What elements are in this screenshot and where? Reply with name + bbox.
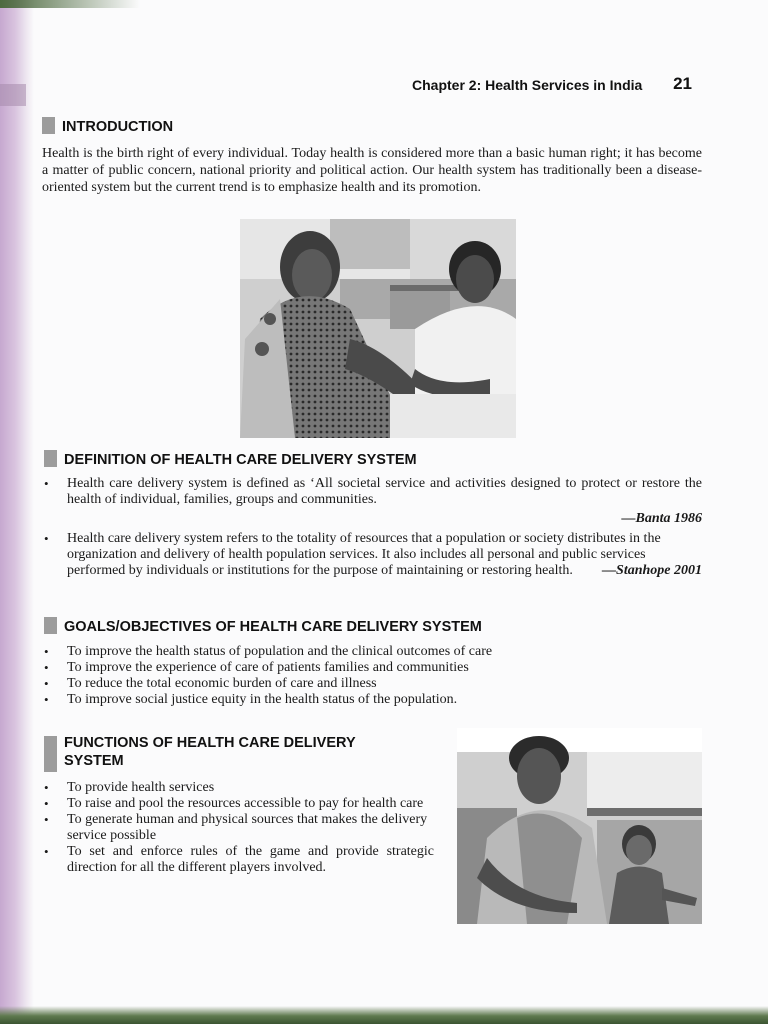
- definition-section: [44, 450, 702, 579]
- goals-list: [44, 644, 702, 708]
- functions-list: [44, 780, 434, 876]
- goal-item: • To improve the health status of population and the clinical outcomes of care: [44, 644, 702, 660]
- function-item: • To generate human and physical sources that makes the delivery service possible: [44, 812, 434, 844]
- heading-marker-icon: [44, 736, 57, 772]
- photo-patient-with-nurse: [240, 219, 516, 438]
- page-binding-shadow: [0, 0, 34, 1024]
- heading-marker-icon: [42, 117, 55, 134]
- background-surface: [0, 0, 140, 8]
- photo-mother-and-child: [457, 728, 702, 924]
- definition-list: [44, 476, 702, 579]
- function-item: • To raise and pool the resources accessible to pay for health care: [44, 796, 434, 812]
- chapter-title: Chapter 2: Health Services in India: [412, 77, 643, 93]
- heading-marker-icon: [44, 450, 57, 467]
- running-header: [412, 74, 702, 96]
- functions-section: [44, 734, 436, 876]
- section-heading-functions: FUNCTIONS OF HEALTH CARE DELIVERY SYSTEM: [44, 734, 436, 772]
- citation: —Stanhope 2001: [602, 563, 702, 578]
- goals-section: [44, 617, 702, 708]
- page-edge-tab: [0, 84, 26, 106]
- goal-item: • To reduce the total economic burden of care and illness: [44, 676, 702, 692]
- function-item: • To provide health services: [44, 780, 434, 796]
- definition-item: • Health care delivery system refers to the totality of resources that a population or society distributes in the organization and delivery of health population services. It also includes all personal and public services performed by individuals or institutions for the purpose of maintaining or restoring health. —Stanhope 2001: [44, 531, 702, 579]
- page-number: 21: [673, 74, 692, 93]
- goal-item: • To improve social justice equity in the health status of the population.: [44, 692, 702, 708]
- function-item: • To set and enforce rules of the game and provide strategic direction for all the different players involved.: [44, 844, 434, 876]
- background-surface: [0, 1006, 768, 1024]
- section-heading-definition: DEFINITION OF HEALTH CARE DELIVERY SYSTEM: [44, 450, 702, 468]
- introduction-paragraph: Health is the birth right of every individual. Today health is considered more than a basic human right; it has become a matter of public concern, national priority and political action. Our health system has traditionally been a disease-oriented system but the current trend is to emphasize health and its promotion.: [42, 146, 702, 195]
- definition-item: • Health care delivery system is defined as ‘All societal service and activities designed to protect or restore the health of individual, families, groups and communities. —Banta 1986: [44, 476, 702, 527]
- citation: —Banta 1986: [621, 511, 702, 526]
- goal-item: • To improve the experience of care of patients families and communities: [44, 660, 702, 676]
- section-heading-introduction: INTRODUCTION: [42, 117, 702, 135]
- introduction-section: [42, 117, 702, 196]
- heading-marker-icon: [44, 617, 57, 634]
- section-heading-goals: GOALS/OBJECTIVES OF HEALTH CARE DELIVERY SYSTEM: [44, 617, 702, 635]
